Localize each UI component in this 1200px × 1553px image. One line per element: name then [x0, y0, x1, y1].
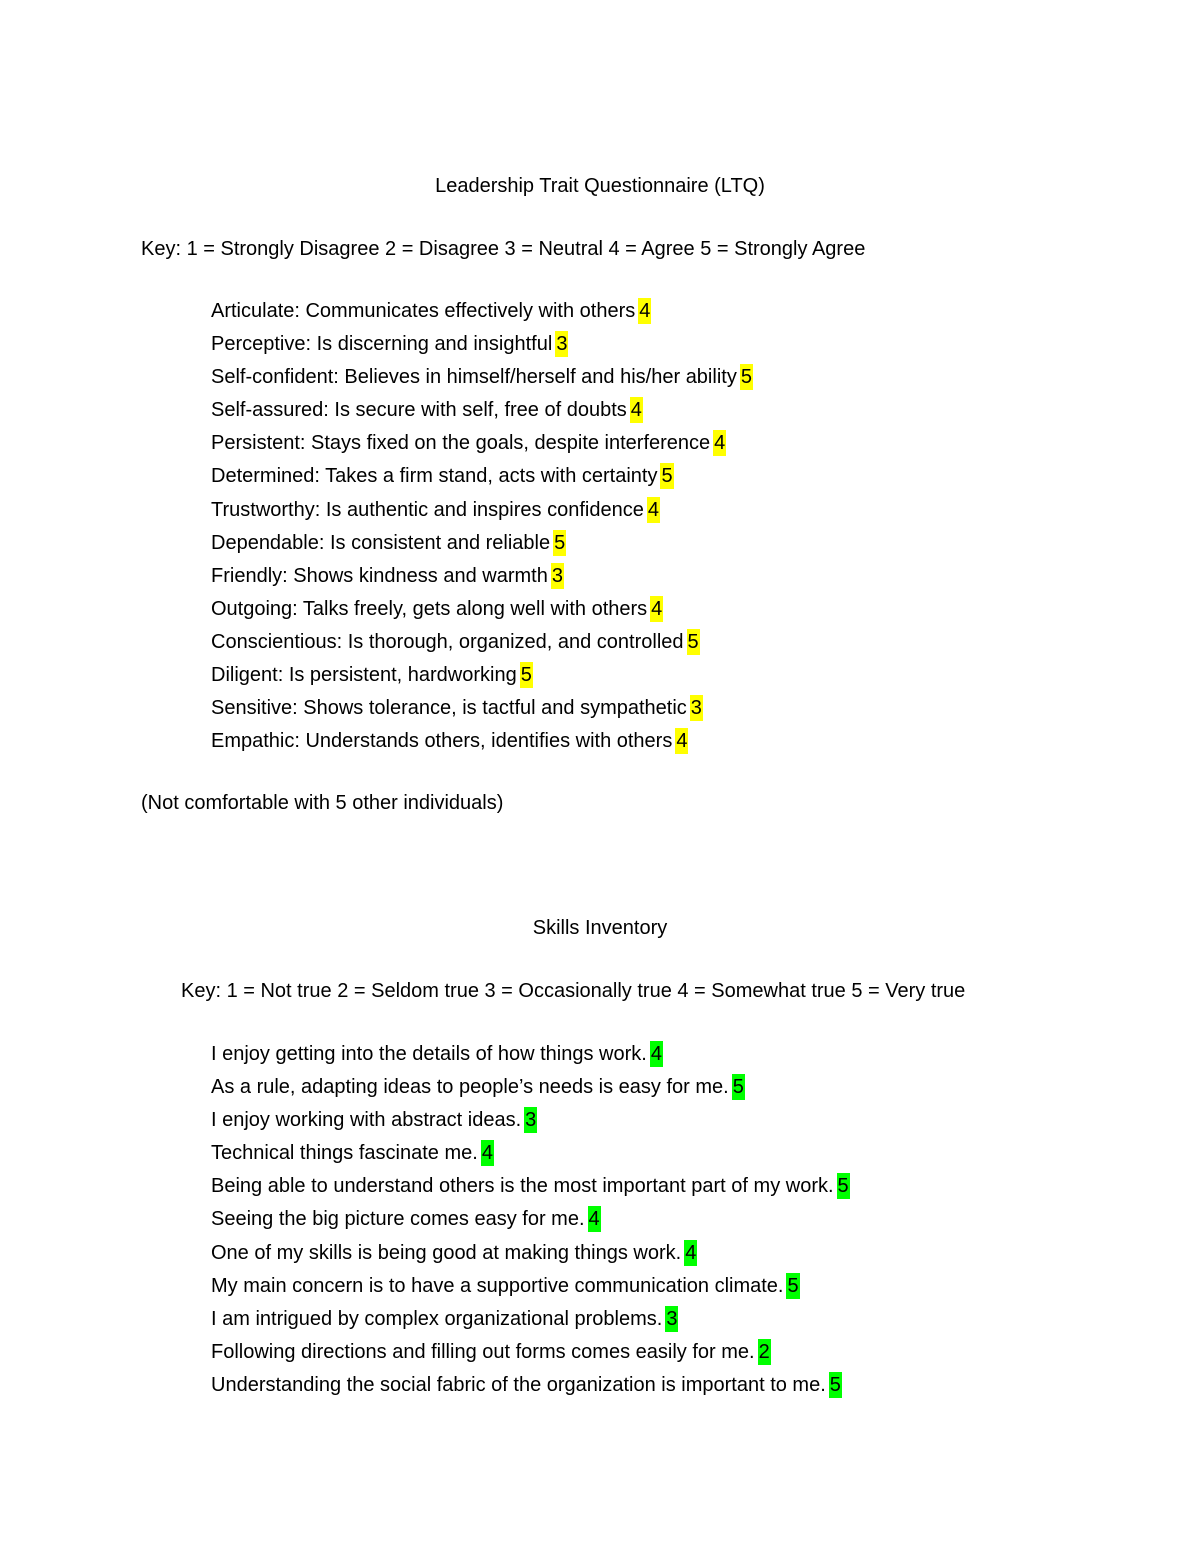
ltq-item	[211, 397, 753, 430]
skills-item-text: I enjoy getting into the details of how things work.	[211, 1043, 647, 1065]
ltq-score-badge: 5	[661, 465, 673, 488]
skills-score-badge: 5	[837, 1175, 849, 1198]
ltq-item-text: Persistent: Stays fixed on the goals, despite interference	[211, 432, 711, 455]
skills-item	[211, 1273, 850, 1306]
skills-item-text: Following directions and filling out forms comes easily for me.	[211, 1340, 755, 1363]
ltq-score-badge: 4	[647, 498, 659, 521]
ltq-key: Key: 1 = Strongly Disagree 2 = Disagree 3 = Neutral 4 = Agree 5 = Strongly Agree	[141, 238, 866, 260]
skills-score-badge: 4	[481, 1142, 493, 1165]
ltq-item-text: Determined: Takes a firm stand, acts with certainty	[211, 465, 658, 488]
ltq-item-text: Conscientious: Is thorough, organized, and controlled	[211, 630, 684, 653]
skills-item-text: One of my skills is being good at making things work.	[211, 1241, 682, 1264]
skills-score-badge: 5	[787, 1274, 799, 1297]
ltq-score-badge: 5	[520, 664, 532, 687]
ltq-item	[211, 430, 753, 463]
ltq-note: (Not comfortable with 5 other individuals)	[141, 792, 504, 814]
skills-score-badge: 4	[685, 1241, 697, 1264]
ltq-item-list	[211, 298, 753, 761]
skills-item-text: I am intrigued by complex organizational problems.	[211, 1307, 663, 1330]
skills-item-text: Being able to understand others is the most important part of my work.	[211, 1175, 834, 1198]
skills-item	[211, 1107, 850, 1140]
ltq-item	[211, 364, 753, 397]
ltq-item-text: Diligent: Is persistent, hardworking	[211, 664, 517, 687]
ltq-score-badge: 4	[639, 300, 651, 322]
skills-item	[211, 1306, 850, 1339]
ltq-score-badge: 5	[687, 630, 699, 653]
skills-score-badge: 5	[829, 1373, 841, 1396]
skills-item-text: My main concern is to have a supportive communication climate.	[211, 1274, 784, 1297]
skills-item	[211, 1339, 850, 1372]
ltq-item	[211, 563, 753, 596]
skills-item-text: Seeing the big picture comes easy for me.	[211, 1208, 585, 1231]
ltq-item-text: Outgoing: Talks freely, gets along well with others	[211, 597, 648, 620]
ltq-item	[211, 695, 753, 728]
ltq-score-badge: 3	[551, 564, 563, 587]
ltq-item	[211, 298, 753, 331]
skills-item	[211, 1173, 850, 1206]
ltq-score-badge: 4	[714, 432, 726, 455]
ltq-item	[211, 728, 753, 761]
ltq-item-text: Perceptive: Is discerning and insightful	[211, 333, 553, 356]
skills-item-list	[211, 1041, 850, 1405]
ltq-item-text: Sensitive: Shows tolerance, is tactful and sympathetic	[211, 697, 687, 720]
skills-item-text: I enjoy working with abstract ideas.	[211, 1109, 522, 1132]
ltq-item	[211, 596, 753, 629]
skills-item-text: As a rule, adapting ideas to people’s needs is easy for me.	[211, 1076, 729, 1099]
ltq-item-text: Articulate: Communicates effectively with others	[211, 300, 636, 322]
ltq-score-badge: 5	[740, 366, 752, 389]
skills-item	[211, 1206, 850, 1239]
ltq-score-badge: 3	[556, 333, 568, 356]
skills-title: Skills Inventory	[532, 917, 668, 939]
skills-score-badge: 4	[650, 1043, 662, 1065]
ltq-item-text: Self-assured: Is secure with self, free of doubts	[211, 399, 627, 422]
ltq-item-text: Trustworthy: Is authentic and inspires confidence	[211, 498, 644, 521]
ltq-item-text: Self-confident: Believes in himself/herself and his/her ability	[211, 366, 737, 389]
ltq-score-badge: 4	[676, 730, 688, 753]
skills-key: Key: 1 = Not true 2 = Seldom true 3 = Occasionally true 4 = Somewhat true 5 = Very true	[181, 980, 966, 1002]
ltq-item	[211, 629, 753, 662]
ltq-score-badge: 4	[651, 597, 663, 620]
skills-score-badge: 4	[588, 1208, 600, 1231]
ltq-item	[211, 463, 753, 496]
skills-item	[211, 1074, 850, 1107]
ltq-item-text: Empathic: Understands others, identifies with others	[211, 730, 673, 753]
skills-item-text: Technical things fascinate me.	[211, 1142, 478, 1165]
ltq-item-text: Friendly: Shows kindness and warmth	[211, 564, 548, 587]
skills-score-badge: 2	[758, 1340, 770, 1363]
skills-item	[211, 1041, 850, 1074]
ltq-item	[211, 331, 753, 364]
ltq-item	[211, 497, 753, 530]
skills-score-badge: 5	[732, 1076, 744, 1099]
skills-item-text: Understanding the social fabric of the organization is important to me.	[211, 1373, 826, 1396]
ltq-score-badge: 5	[554, 531, 566, 554]
ltq-item	[211, 530, 753, 563]
skills-score-badge: 3	[666, 1307, 678, 1330]
ltq-title: Leadership Trait Questionnaire (LTQ)	[435, 175, 765, 197]
ltq-item-text: Dependable: Is consistent and reliable	[211, 531, 551, 554]
ltq-score-badge: 3	[690, 697, 702, 720]
ltq-score-badge: 4	[630, 399, 642, 422]
skills-item	[211, 1140, 850, 1173]
skills-item	[211, 1372, 850, 1405]
skills-item	[211, 1240, 850, 1273]
skills-score-badge: 3	[525, 1109, 537, 1132]
ltq-item	[211, 662, 753, 695]
